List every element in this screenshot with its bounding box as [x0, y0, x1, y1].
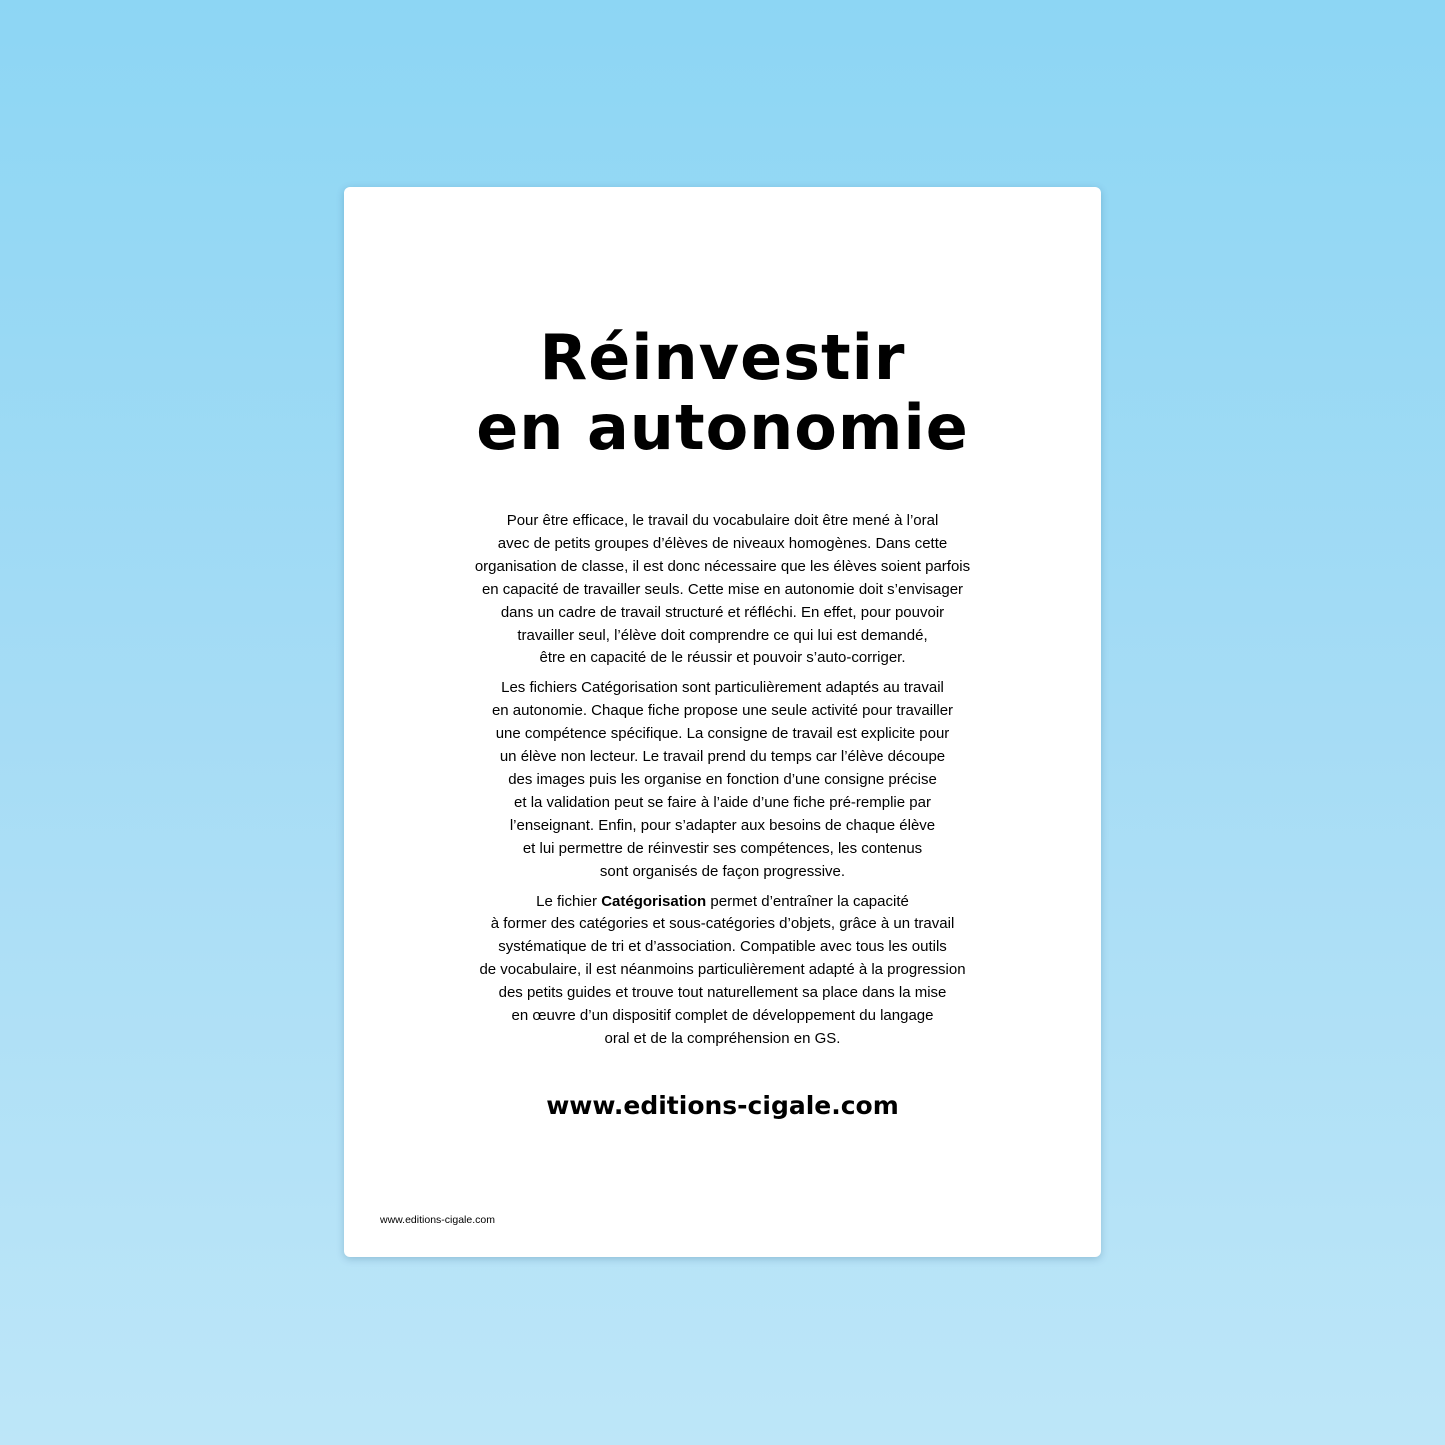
paragraph-3-line: systématique de tri et d’association. Compatible avec tous les outils — [498, 938, 947, 956]
page-title — [344, 323, 1101, 463]
paragraph-3-text: Le fichier — [536, 892, 602, 910]
paragraph-1-line: travailler seul, l’élève doit comprendre ce qui lui est demandé, — [517, 626, 928, 644]
paragraph-3-line: oral et de la compréhension en GS. — [604, 1029, 841, 1047]
paragraph-2-line: et lui permettre de réinvestir ses compétences, les contenus — [522, 839, 923, 857]
paragraph-2-line: une compétence spécifique. La consigne de travail est explicite pour — [495, 725, 950, 743]
paragraph-2-line: sont organisés de façon progressive. — [599, 862, 846, 880]
paragraph-1-line: dans un cadre de travail structuré et réfléchi. En effet, pour pouvoir — [500, 603, 945, 621]
paragraph-2-line: en autonomie. Chaque fiche propose une seule activité pour travailler — [491, 702, 954, 720]
paragraph-3-first-line — [444, 891, 1001, 914]
paragraph-2-line: Les fichiers Catégorisation sont particulièrement adaptés au travail — [501, 679, 944, 697]
paragraph-2-line: l’enseignant. Enfin, pour s’adapter aux besoins de chaque élève — [509, 816, 936, 834]
paragraph-1-line: avec de petits groupes d’élèves de niveaux homogènes. Dans cette — [497, 534, 948, 552]
paragraph-2 — [444, 677, 1001, 883]
paragraph-2-line: et la validation peut se faire à l’aide d’une fiche pré-remplie par — [514, 793, 931, 811]
paragraph-3-line: des petits guides et trouve tout naturellement sa place dans la mise — [498, 984, 947, 1002]
paragraph-3 — [444, 891, 1001, 1051]
paragraph-3-text: permet d’entraîner la capacité — [706, 892, 909, 910]
paragraph-3-line: en œuvre d’un dispositif complet de développement du langage — [511, 1007, 934, 1025]
title-line-2: en autonomie — [476, 391, 969, 464]
paragraph-1-line: en capacité de travailler seuls. Cette mise en autonomie doit s’envisager — [481, 580, 964, 598]
paragraph-1-line: Pour être efficace, le travail du vocabulaire doit être mené à l’oral — [506, 512, 939, 529]
website-url-large: www.editions-cigale.com — [546, 1091, 899, 1120]
title-line-1: Réinvestir — [539, 321, 906, 394]
paragraph-1-line: être en capacité de le réussir et pouvoir s’auto-corriger. — [539, 649, 906, 667]
website-url-footer: www.editions-cigale.com — [380, 1214, 495, 1226]
paragraph-2-line: des images puis les organise en fonction d’une consigne précise — [508, 770, 937, 788]
product-name-bold: Catégorisation — [601, 892, 707, 910]
paragraph-3-line: de vocabulaire, il est néanmoins particulièrement adapté à la progression — [479, 961, 966, 979]
paragraph-1-line: organisation de classe, il est donc nécessaire que les élèves soient parfois — [474, 557, 971, 575]
body-text — [444, 510, 1001, 1058]
paragraph-1 — [444, 510, 1001, 670]
document-page — [344, 187, 1101, 1257]
paragraph-3-line: à former des catégories et sous-catégories d’objets, grâce à un travail — [490, 915, 955, 933]
paragraph-2-line: un élève non lecteur. Le travail prend du temps car l’élève découpe — [499, 748, 946, 766]
